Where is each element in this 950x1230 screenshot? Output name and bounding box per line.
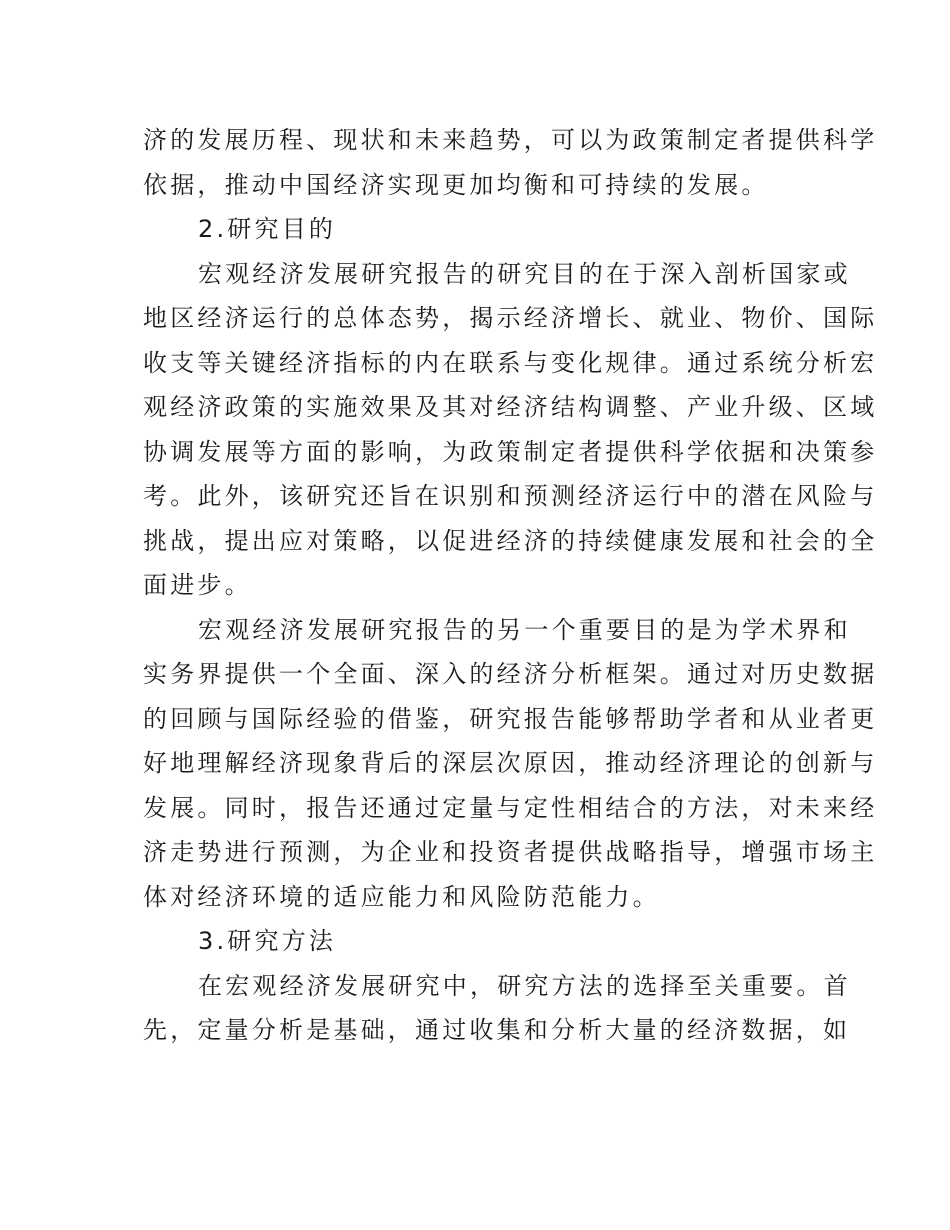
text-line: 挑战，提出应对策略，以促进经济的持续健康发展和社会的全 — [143, 526, 878, 555]
text-line: 收支等关键经济指标的内在联系与变化规律。通过系统分析宏 — [143, 348, 878, 377]
text-line: 宏观经济发展研究报告的另一个重要目的是为学术界和 — [198, 615, 851, 644]
text-line: 宏观经济发展研究报告的研究目的在于深入剖析国家或 — [198, 259, 851, 288]
text-line: 济走势进行预测，为企业和投资者提供战略指导，增强市场主 — [143, 838, 878, 866]
section-heading: 3.研究方法 — [198, 927, 337, 955]
section-heading: 2.研究目的 — [198, 215, 337, 243]
text-line: 实务界提供一个全面、深入的经济分析框架。通过对历史数据 — [143, 660, 878, 688]
text-line: 观经济政策的实施效果及其对经济结构调整、产业升级、区域 — [143, 393, 878, 421]
text-line: 发展。同时，报告还通过定量与定性相结合的方法，对未来经 — [143, 793, 878, 822]
text-line: 依据，推动中国经济实现更加均衡和可持续的发展。 — [143, 170, 769, 199]
text-line: 协调发展等方面的影响，为政策制定者提供科学依据和决策参 — [143, 437, 878, 466]
document-page — [143, 118, 878, 1053]
text-line: 体对经济环境的适应能力和风险防范能力。 — [143, 882, 660, 911]
text-line: 面进步。 — [143, 571, 252, 599]
text-line: 好地理解经济现象背后的深层次原因，推动经济理论的创新与 — [143, 749, 878, 777]
text-line: 济的发展历程、现状和未来趋势，可以为政策制定者提供科学 — [143, 126, 878, 154]
text-line: 考。此外，该研究还旨在识别和预测经济运行中的潜在风险与 — [143, 482, 878, 510]
text-line: 的回顾与国际经验的借鉴，研究报告能够帮助学者和从业者更 — [143, 704, 878, 733]
text-line: 先，定量分析是基础，通过收集和分析大量的经济数据，如 — [143, 1016, 851, 1044]
text-line: 在宏观经济发展研究中，研究方法的选择至关重要。首 — [198, 971, 851, 1000]
text-line: 地区经济运行的总体态势，揭示经济增长、就业、物价、国际 — [143, 304, 878, 332]
